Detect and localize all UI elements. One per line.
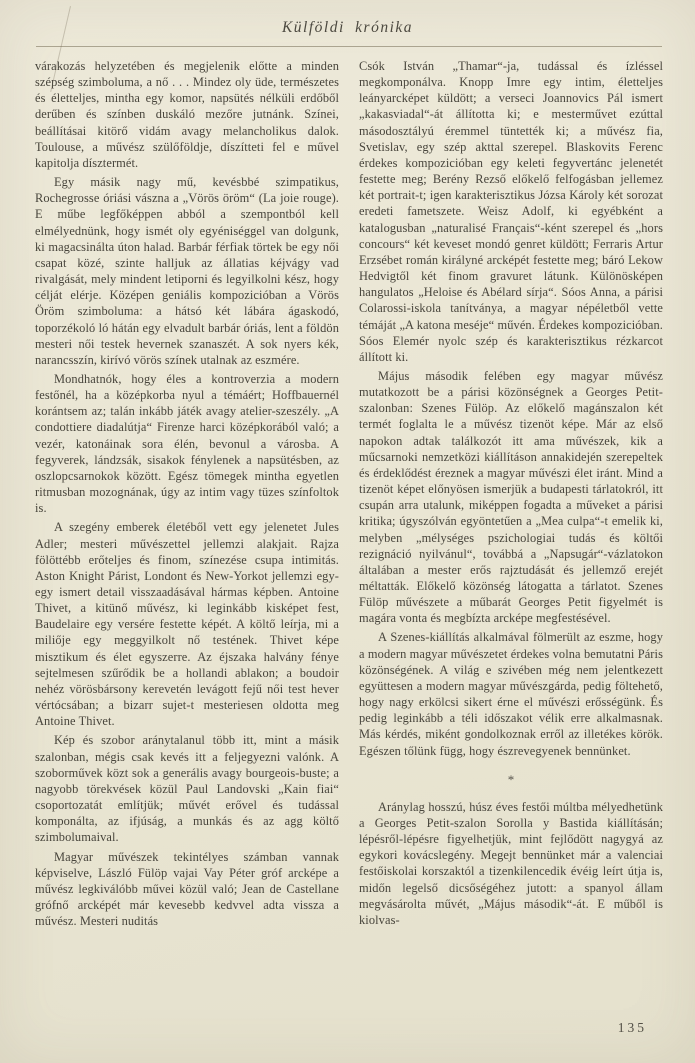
paragraph: Csók István „Thamar“-ja, tudással és ízléssel megkomponálva. Knopp Imre egy intim, életteljes leányarcképet küldött; a verseci Joannovics Pál ismert „kakasviadal“-át állította ki; e mesterművet ezúttal másodosztályú éremmel tüntették ki; a művész fia, Svetislav, egy szép akttal szerepel. Blaskovits Ferenc érdekes kompozicióban egy keleti fegyvertánc jelenetét festette meg; Berény Rezső előkelő felfogásban jellemez két portrait-t; igen karakterisztikus Józsa Károly két sorozat eredeti fametszete. Weisz Adolf, ki egyébként a katalogusban „naturalisé Français“-ként szerepel és „hors concours“ két keveset mondó genret küldött; Ferraris Artur Erzsébet román királyné arcképét festette meg; báró Lekow Hedvigtől két finom gravuret látunk. Különösképen hangulatos „Heloise és Abélard sírja“. Sóos Anna, a párisi Colarossi-iskola tanítványa, a magyar népéletből vette témáját „A katona meséje“ művén. Érdekes kompozicióban. Sóos Elemér nyolc szép és karakterisztikus rézkarcot állított ki. xyxy=(359,59,663,364)
right-column xyxy=(359,58,663,929)
page-number: 135 xyxy=(617,1020,647,1035)
paragraph: Május második felében egy magyar művész mutatkozott be a párisi közönségnek a Georges Petit-szalonban: Szenes Fülöp. Az előkelő magánszalon két termét foglalta le a művész tizenöt képe. Már az első napokon adtak találkozót itt ama művészek, kik a műcsarnoki nemzetközi kiállításon annakidején szerepeltek és érdeklődést éreznek a magyar művészi élet iránt. Mind a tizenöt képet előnyösen ismerjük a budapesti tárlatokról, itt csupán arra utalunk, miképpen fogadta a műveket a párisi kritika; úgyszólván egyöntetűen a „Mea culpa“-t emelik ki, melyben „mélységes pszichologiai tudás és költői rezignáció nyilvánul“, továbbá a „Napsugár“-vázlatokon általában a mester erős rajztudását és jellemző erejét méltatták. Előkelő közönség látogatta a tárlatot. Szenes Fülöp művészete a műbarát Georges Petit figyelmét is magára vonta és megbízta arcképe megfestésével. xyxy=(359,368,663,626)
section-separator: * xyxy=(507,771,515,787)
paragraph: A Szenes-kiállítás alkalmával fölmerült az eszme, hogy a modern magyar művészetet érdekes volna bemutatni Páris közönségének. A világ e szivében még nem jelentkezett együttesen a modern magyar művészgárda, pedig föltehető, hogy nagy erkölcsi sikert érne el művészi erősségünk. És pedig leginkább a téli időszakot vélik erre alkalmasnak. Más kérdés, miként gondolkoznak erről az illetékes körök. Egészen tőlünk függ, hogy észrevegyenek bennünket. xyxy=(359,630,663,758)
text-columns xyxy=(35,58,663,929)
page-title: Külföldi krónika xyxy=(281,19,414,36)
paragraph: A szegény emberek életéből vett egy jelenetet Jules Adler; mesteri művészettel jellemzi alakjait. Rajza fölöttébb erőteljes és finom, színezése csupa intimitás. Aston Knight Párist, Londont és New-Yorkot jellemzi egy-egy ismert detail visszaadásával hármas képben. Antoine Thivet, a kitünő művész, ki leginkább kisképet fest, Baudelaire egy versére festette képét. A költő leírja, mi a miliője egy meggyilkolt nő testének. Thivet képe misztikum és élet egyszerre. Az éjszaka halvány fénye sejtelmesen szűrődik be a hollandi ablakon; a boudoir nehéz vörösbársony kerevetén levágott fejű női test hever vértócsában; a bizarr sujet-t mesteriesen oldotta meg Antoine Thivet. xyxy=(35,520,339,729)
paragraph: Magyar művészek tekintélyes számban vannak képviselve, László Fülöp vajai Vay Péter gróf arcképe a művész legkiválóbb művei közül való; Jean de Castellane grófnő arcképét már kevesebb kedvvel adta vissza a művész. Mesteri nuditás xyxy=(35,849,339,929)
paragraph: Kép és szobor aránytalanul több itt, mint a másik szalonban, mégis csak kevés itt a feljegyezni valónk. A szoborművek közt sok a generális avagy bourgeois-buste; a nagyobb törekvések közül Paul Landovski „Kain fiai“ csoportozatát említjük; művét erővel és tudással komponálta, az ifjúság, a munkás és az agg költő szimbolumaival. xyxy=(35,733,339,845)
paragraph: Aránylag hosszú, húsz éves festői múltba mélyedhetünk a Georges Petit-szalon Sorolla y Bastida kiállításán; lépésről-lépésre figyelhetjük, mint fejlődött nagygyá az egykori kovácslegény. Megejt bennünket már a valenciai festőiskolai korszaktól a tizenkilencedik évéig leírt útja is, midőn legelső dicsőségéhez jutott: a spanyol állam megvásárolta művét, „Május második“-át. E műből is kiolvas- xyxy=(359,799,663,927)
paragraph: Mondhatnók, hogy éles a kontroverzia a modern festőnél, ha a középkorba nyul a témáért; Hoffbauernél korántsem az; talán inkább játék avagy atelier-szeszély. „A condottiere diadalútja“ Firenze harci középkorából való; a vezér, katonáinak sora élén, bevonul a városba. A fegyverek, lándzsák, sisakok fénylenek a napsütésben, az oszlopcsarnokok között. Egész tömegek mintha egyetlen ritmusban mozognának, úgy az intim vagy tüzes színfoltok is. xyxy=(35,371,339,516)
left-column xyxy=(35,58,339,929)
paragraph: Egy másik nagy mű, kevésbbé szimpatikus, Rochegrosse óriási vászna a „Vörös öröm“ (La joie rouge). E műbe legfőképpen abból a szempontból kell elmélyednünk, hogy ismét oly egyéniséggel van dolgunk, ki magacsinálta úton halad. Barbár férfiak törtek be egy női csapat közé, szinte halljuk az állatias kéjvágy vad rivalgását, mely mindent letiporni és legyilkolni kész, hogy célját elérje. Középen geniális kompozicióban a Vörös Öröm szimboluma: a hátsó két lábára ágaskodó, toporzékoló ló hátán egy elvadult barbár óriás, lent a földön mesteri női testek hevernek szanaszét. A sok nyers kék, narancsszín, kirívó vörös színek utalnak az eszmére. xyxy=(35,175,339,367)
paragraph: várakozás helyzetében és megjelenik előtte a minden szépség szimboluma, a nő . . . Mindez oly üde, természetes és életteljes, mintha egy komor, napsütés nélküli erdőből derűben és színben duskáló mezőre jutnánk. Színei, beállításai kitörő vidám avagy melancholikus dalok. Toulouse, a művész szülőföldje, díszítteti fel e művel kapitolja dísztermét. xyxy=(35,59,339,170)
header-rule xyxy=(36,46,662,47)
